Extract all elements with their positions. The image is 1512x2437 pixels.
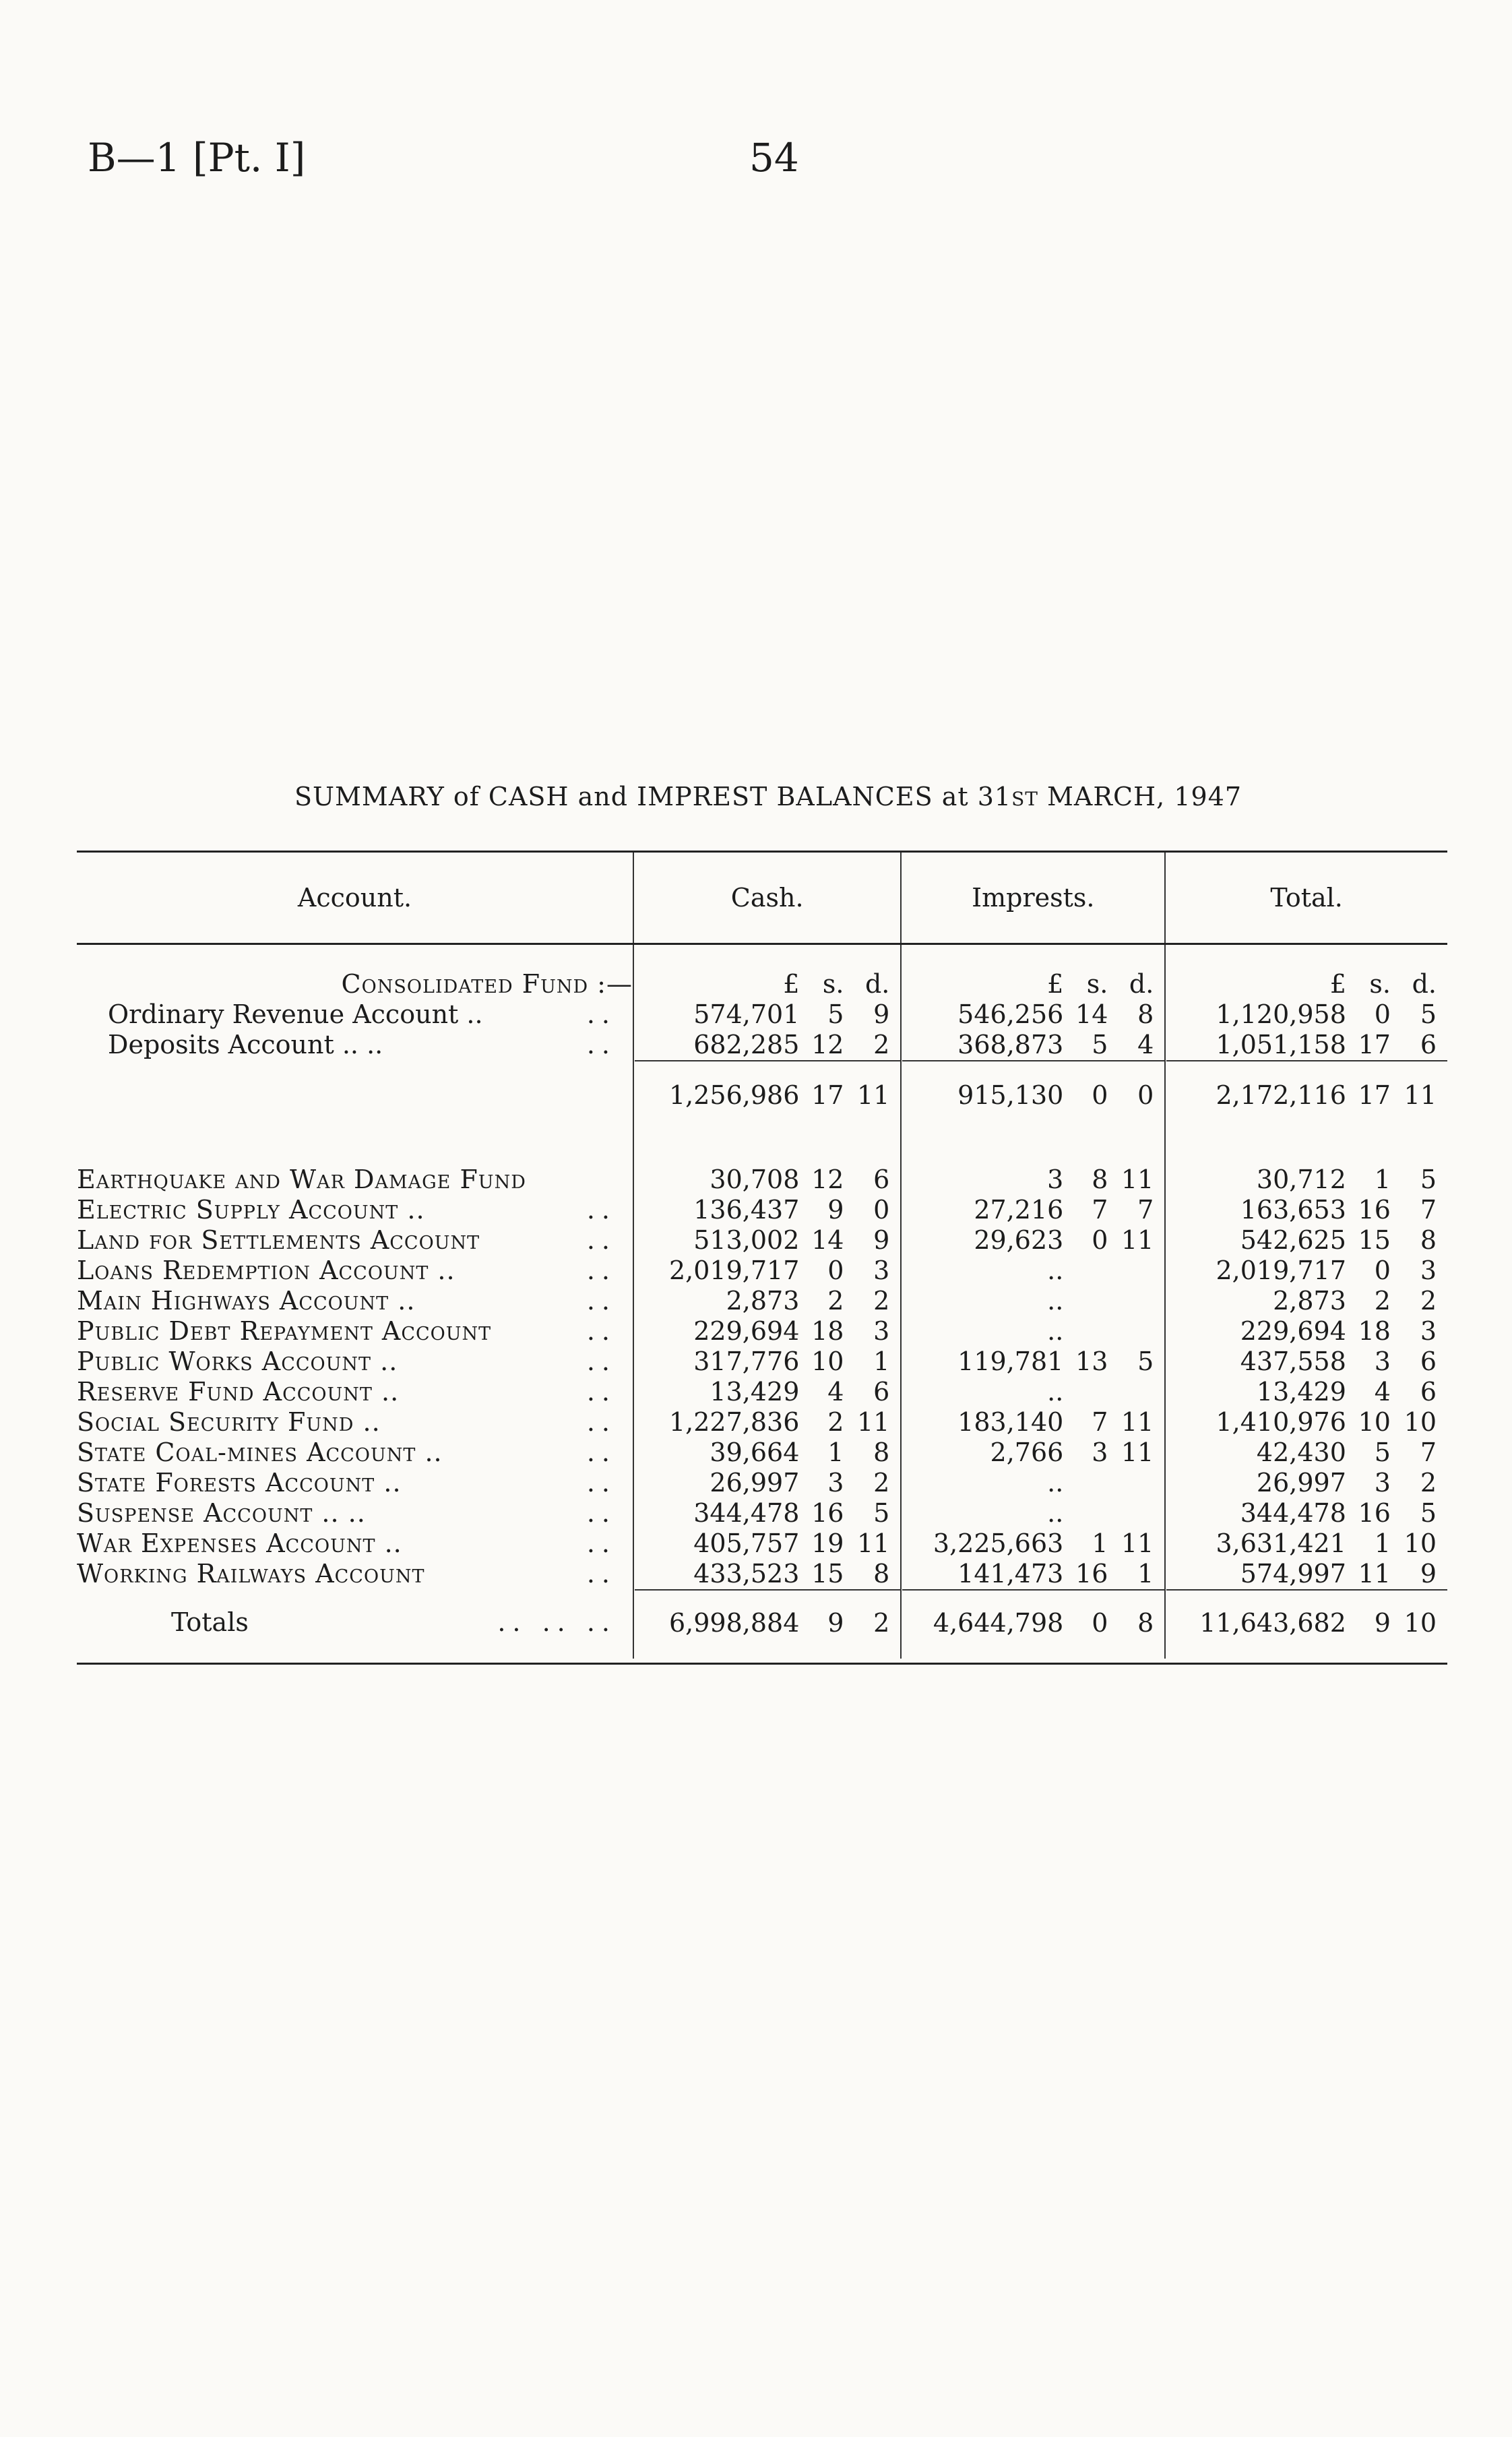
cash-shillings: 10	[811, 1347, 844, 1376]
cash-pence: 2	[844, 1590, 901, 1659]
imprests-pounds: ..	[1047, 1286, 1064, 1316]
imprests-shillings: 5	[1092, 1030, 1108, 1059]
table-row	[77, 1377, 1447, 1407]
total-shillings: 0	[1374, 999, 1391, 1029]
imprests-pounds: 4,644,798	[902, 1590, 1063, 1659]
cash-shillings: 0	[827, 1256, 844, 1285]
table-row	[77, 1468, 1447, 1498]
consolidated-fund-heading: Consolidated Fund :—	[341, 969, 633, 999]
imprests-pence: 11	[1121, 1529, 1154, 1558]
total-pounds: 437,558	[1240, 1347, 1346, 1376]
imprests-shillings	[1063, 1468, 1108, 1498]
leader-dots: ..	[586, 1286, 617, 1316]
total-pence: 10	[1404, 1407, 1437, 1437]
total-pence: 5	[1420, 1165, 1437, 1194]
imprests-pence	[1108, 1256, 1165, 1286]
total-shillings: 2	[1374, 1286, 1391, 1316]
cash-shillings: 15	[811, 1559, 844, 1588]
consolidated-subtotal-row	[77, 1061, 1447, 1111]
unit-pounds: £	[1047, 969, 1064, 999]
leader-dots: ..	[586, 999, 617, 1029]
page-number: 54	[749, 135, 799, 181]
total-pence: 5	[1420, 1498, 1437, 1528]
unit-shillings: s.	[1086, 969, 1108, 999]
imprests-pence	[1108, 1498, 1165, 1529]
table-title: SUMMARY of CASH and IMPREST BALANCES at 31ST MARCH, 1947	[294, 782, 1242, 811]
imprests-shillings: 0	[1063, 1590, 1108, 1659]
total-shillings: 11	[1358, 1559, 1391, 1588]
account-name: Suspense Account .. ..	[77, 1498, 366, 1528]
cash-pence: 6	[873, 1165, 890, 1194]
total-shillings: 0	[1374, 1256, 1391, 1285]
cash-shillings: 9	[799, 1590, 844, 1659]
account-name: Electric Supply Account ..	[77, 1195, 425, 1225]
table-row	[77, 1286, 1447, 1316]
table-row	[77, 1559, 1447, 1590]
total-shillings: 15	[1358, 1225, 1391, 1255]
imprests-pence: 8	[1108, 1590, 1165, 1659]
table-row	[77, 1498, 1447, 1529]
cash-shillings: 4	[827, 1377, 844, 1407]
cash-shillings: 2	[827, 1286, 844, 1316]
cash-pounds: 229,694	[693, 1316, 800, 1346]
imprests-pence: 11	[1121, 1407, 1154, 1437]
cash-pence: 1	[873, 1347, 890, 1376]
total-pounds: 1,120,958	[1216, 999, 1346, 1029]
account-name: Land for Settlements Account	[77, 1225, 480, 1255]
imprests-pounds: 915,130	[902, 1061, 1063, 1111]
imprests-pence: 8	[1137, 999, 1154, 1029]
totals-row	[77, 1590, 1447, 1659]
cash-pence: 2	[873, 1030, 890, 1059]
unit-shillings: s.	[822, 969, 844, 999]
cash-shillings: 16	[811, 1498, 844, 1528]
cash-pounds: 344,478	[693, 1498, 800, 1528]
imprests-pence: 7	[1137, 1195, 1154, 1225]
total-shillings: 16	[1358, 1498, 1391, 1528]
cash-pence: 3	[873, 1256, 890, 1285]
cash-pounds: 1,227,836	[668, 1407, 800, 1437]
leader-dots: ..	[586, 1529, 617, 1558]
imprests-pounds: 119,781	[957, 1347, 1064, 1376]
leader-dots: ..	[586, 1256, 617, 1285]
total-pounds: 1,051,158	[1216, 1030, 1346, 1059]
cash-pounds: 136,437	[693, 1195, 800, 1225]
cash-pounds: 433,523	[693, 1559, 800, 1588]
total-pounds: 30,712	[1256, 1165, 1346, 1194]
cash-pounds: 682,285	[693, 1030, 800, 1059]
cash-pounds: 13,429	[710, 1377, 800, 1407]
account-name: Loans Redemption Account ..	[77, 1256, 455, 1285]
imprests-pounds: ..	[1047, 1377, 1064, 1407]
unit-pence: d.	[864, 969, 890, 999]
total-shillings: 17	[1346, 1061, 1391, 1111]
cash-pounds: 30,708	[710, 1165, 800, 1194]
cash-pence: 6	[873, 1377, 890, 1407]
cash-pounds: 574,701	[693, 999, 800, 1029]
imprests-shillings	[1063, 1377, 1108, 1407]
imprests-shillings: 0	[1063, 1061, 1108, 1111]
leader-dots: ..	[586, 1225, 617, 1255]
cash-shillings: 12	[811, 1030, 844, 1059]
unit-pence: d.	[1129, 969, 1154, 999]
imprests-pounds: 27,216	[974, 1195, 1064, 1225]
total-shillings: 5	[1374, 1438, 1391, 1467]
imprests-shillings: 7	[1092, 1195, 1108, 1225]
cash-column-header: Cash.	[633, 852, 901, 944]
imprests-pounds: 3	[1047, 1165, 1064, 1194]
imprests-pounds: ..	[1047, 1256, 1064, 1285]
total-pence: 6	[1420, 1347, 1437, 1376]
leader-dots: ..	[586, 1559, 617, 1588]
leader-dots: ..	[586, 1347, 617, 1376]
imprests-pounds: 29,623	[974, 1225, 1064, 1255]
imprests-shillings: 3	[1092, 1438, 1108, 1467]
total-pence: 7	[1420, 1438, 1437, 1467]
total-pounds: 26,997	[1256, 1468, 1346, 1498]
table-row	[77, 1165, 1447, 1195]
account-name: Deposits Account .. ..	[108, 1030, 383, 1059]
currency-units-row	[77, 969, 1447, 999]
table-row	[77, 1347, 1447, 1377]
account-name: State Forests Account ..	[77, 1468, 402, 1498]
total-shillings: 18	[1358, 1316, 1391, 1346]
cash-pence: 11	[844, 1061, 901, 1111]
cash-pounds: 26,997	[710, 1468, 800, 1498]
leader-dots: ..	[586, 1498, 617, 1528]
imprests-shillings: 7	[1092, 1407, 1108, 1437]
leader-dots: .. .. ..	[497, 1607, 617, 1637]
imprests-shillings: 0	[1092, 1225, 1108, 1255]
cash-pounds: 2,873	[726, 1286, 800, 1316]
unit-pence: d.	[1412, 969, 1437, 999]
cash-shillings: 19	[811, 1529, 844, 1558]
cash-pounds: 39,664	[710, 1438, 800, 1467]
total-pence: 6	[1420, 1030, 1437, 1059]
imprests-shillings: 13	[1075, 1347, 1108, 1376]
cash-shillings: 2	[827, 1407, 844, 1437]
imprests-shillings: 1	[1092, 1529, 1108, 1558]
total-shillings: 17	[1358, 1030, 1391, 1059]
total-pence: 5	[1420, 999, 1437, 1029]
total-shillings: 3	[1374, 1347, 1391, 1376]
balances-table	[77, 851, 1447, 1665]
total-pence: 7	[1420, 1195, 1437, 1225]
cash-shillings: 9	[827, 1195, 844, 1225]
total-pounds: 2,873	[1273, 1286, 1346, 1316]
cash-pence: 11	[856, 1529, 890, 1558]
account-name: Public Works Account ..	[77, 1347, 398, 1376]
total-shillings: 4	[1374, 1377, 1391, 1407]
leader-dots: ..	[586, 1438, 617, 1467]
table-row	[77, 1256, 1447, 1286]
total-pounds: 1,410,976	[1216, 1407, 1346, 1437]
account-name: Public Debt Repayment Account	[77, 1316, 492, 1346]
table-row	[77, 1225, 1447, 1256]
total-pounds: 344,478	[1240, 1498, 1346, 1528]
cash-pence: 2	[873, 1468, 890, 1498]
account-name: Earthquake and War Damage Fund	[77, 1165, 526, 1194]
total-pounds: 2,019,717	[1216, 1256, 1346, 1285]
total-shillings: 1	[1374, 1529, 1391, 1558]
total-pounds: 229,694	[1240, 1316, 1346, 1346]
imprests-pence: 11	[1121, 1165, 1154, 1194]
unit-pounds: £	[1329, 969, 1346, 999]
account-name: Working Railways Account	[77, 1559, 425, 1588]
total-pence: 2	[1420, 1286, 1437, 1316]
cash-shillings: 12	[811, 1165, 844, 1194]
total-pounds: 3,631,421	[1216, 1529, 1346, 1558]
imprests-pence: 1	[1137, 1559, 1154, 1588]
total-pence: 2	[1420, 1468, 1437, 1498]
imprests-pence	[1108, 1377, 1165, 1407]
cash-pence: 9	[873, 999, 890, 1029]
page-reference: B—1 [Pt. I]	[88, 135, 306, 181]
imprests-shillings: 16	[1075, 1559, 1108, 1588]
table-row	[77, 999, 1447, 1030]
total-pence: 8	[1420, 1225, 1437, 1255]
total-pounds: 11,643,682	[1166, 1590, 1346, 1659]
imprests-pounds: 3,225,663	[933, 1529, 1064, 1558]
total-shillings: 10	[1358, 1407, 1391, 1437]
imprests-shillings	[1063, 1316, 1108, 1347]
total-shillings: 16	[1358, 1195, 1391, 1225]
cash-shillings: 1	[827, 1438, 844, 1467]
cash-shillings: 17	[799, 1061, 844, 1111]
imprests-pence: 11	[1121, 1438, 1154, 1467]
table-row	[77, 1195, 1447, 1225]
imprests-shillings	[1063, 1286, 1108, 1316]
cash-pence: 0	[873, 1195, 890, 1225]
total-pounds: 42,430	[1256, 1438, 1346, 1467]
cash-pence: 8	[873, 1438, 890, 1467]
total-pounds: 542,625	[1240, 1225, 1346, 1255]
leader-dots: ..	[586, 1030, 617, 1059]
account-name: Main Highways Account ..	[77, 1286, 416, 1316]
cash-shillings: 3	[827, 1468, 844, 1498]
cash-shillings: 14	[811, 1225, 844, 1255]
total-pence: 3	[1420, 1256, 1437, 1285]
imprests-pounds: 546,256	[957, 999, 1064, 1029]
cash-pounds: 317,776	[693, 1347, 800, 1376]
imprests-pounds: 368,873	[957, 1030, 1064, 1059]
cash-pounds: 1,256,986	[635, 1061, 800, 1111]
cash-pence: 5	[873, 1498, 890, 1528]
total-pence: 3	[1420, 1316, 1437, 1346]
imprests-shillings: 8	[1092, 1165, 1108, 1194]
total-pounds: 13,429	[1256, 1377, 1346, 1407]
table-row	[77, 1316, 1447, 1347]
imprests-pence: 0	[1108, 1061, 1165, 1111]
unit-pounds: £	[783, 969, 800, 999]
table-row	[77, 1438, 1447, 1468]
cash-pence: 9	[873, 1225, 890, 1255]
imprests-pounds: 183,140	[957, 1407, 1064, 1437]
table-row	[77, 1407, 1447, 1438]
table-row	[77, 1529, 1447, 1559]
imprests-pounds: ..	[1047, 1316, 1064, 1346]
account-name: Social Security Fund ..	[77, 1407, 381, 1437]
cash-pounds: 513,002	[693, 1225, 800, 1255]
imprests-pence: 11	[1121, 1225, 1154, 1255]
cash-pounds: 405,757	[693, 1529, 800, 1558]
leader-dots: ..	[586, 1407, 617, 1437]
imprests-shillings	[1063, 1498, 1108, 1529]
total-shillings: 3	[1374, 1468, 1391, 1498]
cash-pounds: 6,998,884	[635, 1590, 800, 1659]
imprests-pounds: ..	[1047, 1498, 1064, 1528]
imprests-column-header: Imprests.	[901, 852, 1165, 944]
cash-pence: 8	[873, 1559, 890, 1588]
account-name: Ordinary Revenue Account ..	[108, 999, 483, 1029]
imprests-pence	[1108, 1468, 1165, 1498]
leader-dots: ..	[586, 1468, 617, 1498]
header-row	[77, 852, 1447, 944]
cash-pounds: 2,019,717	[668, 1256, 800, 1285]
imprests-pence	[1108, 1316, 1165, 1347]
total-pounds: 163,653	[1240, 1195, 1346, 1225]
leader-dots: ..	[586, 1377, 617, 1407]
account-column-header: Account.	[77, 852, 633, 944]
imprests-pounds: 141,473	[957, 1559, 1064, 1588]
account-name: War Expenses Account ..	[77, 1529, 402, 1558]
cash-pence: 3	[873, 1316, 890, 1346]
imprests-shillings: 14	[1075, 999, 1108, 1029]
total-shillings: 1	[1374, 1165, 1391, 1194]
total-pence: 9	[1420, 1559, 1437, 1588]
totals-label: Totals	[171, 1607, 249, 1637]
imprests-pounds: 2,766	[990, 1438, 1064, 1467]
total-pounds: 574,997	[1240, 1559, 1346, 1588]
table-row	[77, 1030, 1447, 1061]
cash-pence: 11	[856, 1407, 890, 1437]
account-name: Reserve Fund Account ..	[77, 1377, 400, 1407]
total-pounds: 2,172,116	[1166, 1061, 1346, 1111]
cash-shillings: 5	[827, 999, 844, 1029]
imprests-pounds: ..	[1047, 1468, 1064, 1498]
total-column-header: Total.	[1165, 852, 1447, 944]
cash-shillings: 18	[811, 1316, 844, 1346]
cash-pence: 2	[873, 1286, 890, 1316]
total-pence: 10	[1404, 1529, 1437, 1558]
total-pence: 10	[1391, 1590, 1447, 1659]
leader-dots: ..	[586, 1195, 617, 1225]
total-shillings: 9	[1346, 1590, 1391, 1659]
account-name: State Coal-mines Account ..	[77, 1438, 443, 1467]
imprests-pence	[1108, 1286, 1165, 1316]
imprests-pence: 5	[1137, 1347, 1154, 1376]
leader-dots: ..	[586, 1316, 617, 1346]
total-pence: 11	[1391, 1061, 1447, 1111]
imprests-shillings	[1063, 1256, 1108, 1286]
total-pence: 6	[1420, 1377, 1437, 1407]
imprests-pence: 4	[1137, 1030, 1154, 1059]
unit-shillings: s.	[1369, 969, 1391, 999]
